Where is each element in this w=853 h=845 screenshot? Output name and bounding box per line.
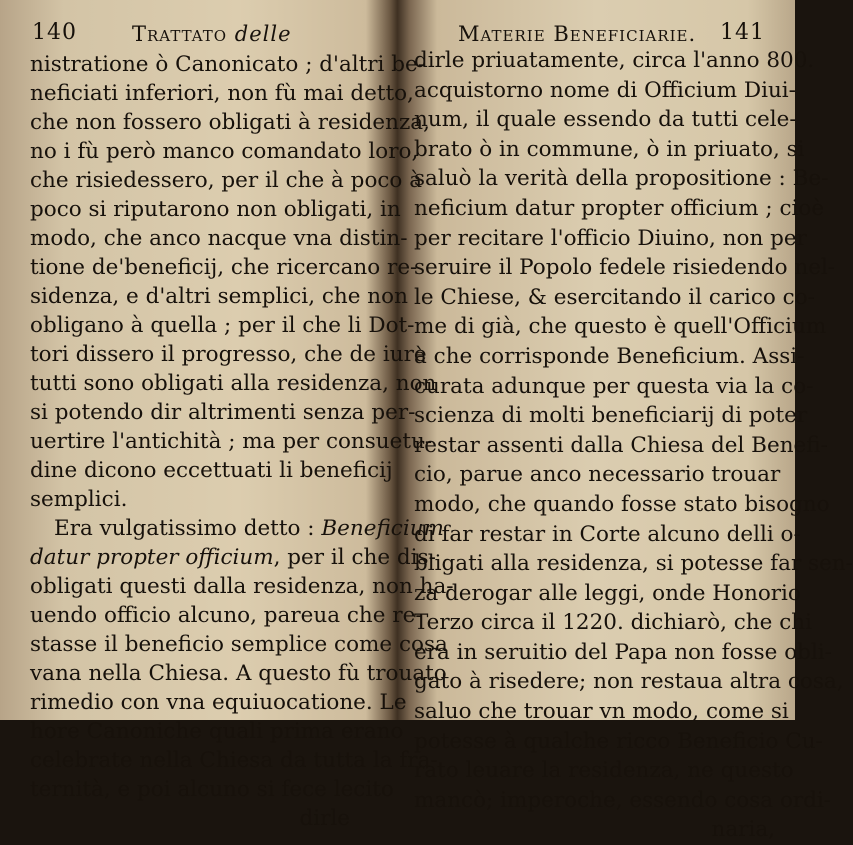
text-line: à che corrisponde Beneficium. Assi- [414, 343, 805, 369]
para2-lead: Era vulgatissimo detto : [54, 516, 315, 541]
left-page-number: 140 [32, 20, 77, 45]
text-line: curata adunque per questa via la co- [414, 373, 814, 399]
text-line: gato à risedere; non restaua altra cosa, [414, 669, 844, 695]
text-line: neficiati inferiori, non fù mai detto, [30, 81, 414, 106]
text-line: modo, che anco nacque vna distin- [30, 226, 408, 251]
italic-phrase: Beneficium [321, 516, 444, 541]
text-line: per recitare l'officio Diuino, non per [414, 225, 807, 251]
text-line: bligati alla residenza, si potesse far sen- [414, 551, 853, 577]
left-running-head-italic: delle [234, 22, 292, 46]
left-running-head-roman: Trattato [132, 22, 228, 46]
right-page-number: 141 [720, 20, 765, 45]
text-line: stasse il beneficio semplice come cosa [30, 632, 448, 657]
text-line: scienza di molti beneficiarij di poter [414, 403, 808, 429]
text-line: num, il quale essendo da tutti cele- [414, 107, 797, 133]
text-line: tori dissero il progresso, che de iure [30, 342, 427, 367]
text-line: poco si riputarono non obligati, in [30, 197, 401, 222]
text-line: che non fossero obligati à residenza, [30, 110, 430, 135]
italic-phrase: datur propter officium [30, 545, 274, 570]
text-line: tione de'beneficij, che ricercano re- [30, 255, 418, 280]
para2-continuation: , per il che dis- [273, 545, 436, 570]
text-line: obligati questi dalla residenza, non ha- [30, 574, 454, 599]
text-line: brato ò in commune, ò in priuato, si [414, 136, 805, 162]
text-line: Terzo circa il 1220. dichiarò, che chi [414, 610, 812, 636]
text-line: si potendo dir altrimenti senza per- [30, 400, 416, 425]
text-line: potesse à qualche ricco Beneficio Cu- [414, 728, 823, 754]
text-line: seruire il Popolo fedele risiedendo nel- [414, 255, 836, 281]
text-line: neficium datur propter officium ; cioè [414, 195, 825, 221]
text-line [30, 543, 436, 572]
text-line: rato leuare la residenza, ne questo [414, 758, 794, 784]
text-line: era in seruitio del Papa non fosse obli- [414, 639, 832, 665]
text-line: uendo officio alcuno, pareua che re- [30, 603, 423, 628]
text-line: di far restar in Corte alcuno delli o- [414, 521, 801, 547]
text-line: saluo che trouar vn modo, come si [414, 699, 789, 725]
text-line: rimedio con vna equiuocatione. Le [30, 690, 407, 715]
left-running-head [132, 22, 292, 46]
text-line: uertire l'antichità ; ma per consuetu- [30, 429, 433, 454]
text-line: saluò la verità della propositione : Be- [414, 166, 829, 192]
text-line: restar assenti dalla Chiesa del Benefi- [414, 432, 828, 458]
text-line: che risiedessero, per il che à poco à [30, 168, 423, 193]
text-line: vana nella Chiesa. A questo fù trouato [30, 661, 447, 686]
text-line: modo, che quando fosse stato bisogno [414, 491, 830, 517]
paragraph-first-line [30, 514, 444, 543]
text-line: sidenza, e d'altri semplici, che non [30, 284, 408, 309]
text-line: semplici. [30, 487, 128, 512]
catchword: naria, [711, 817, 775, 843]
right-running-head: Materie Beneficiarie. [458, 22, 697, 46]
text-line: ternità, e poi alcuno si fece lecito [30, 777, 394, 802]
right-text-block [414, 46, 853, 845]
text-line: obligano à quella ; per il che li Dot- [30, 313, 415, 338]
text-line: tutti sono obligati alla residenza, non [30, 371, 437, 396]
left-header [32, 18, 370, 50]
right-page [400, 0, 853, 843]
text-line: no i fù però manco comandato loro, [30, 139, 419, 164]
text-line: dirle priuatamente, circa l'anno 800. [414, 48, 815, 73]
text-line: celebrate nella Chiesa da tutta la fra- [30, 748, 438, 773]
catchword: dirle [299, 806, 350, 831]
text-line: mancò; imperoche, essendo cosa ordi- [414, 787, 832, 813]
text-line: acquistorno nome di Officium Diui- [414, 77, 796, 103]
text-line: cio, parue anco necessario trouar [414, 462, 781, 488]
text-line: nistratione ò Canonicato ; d'altri be- [30, 52, 426, 77]
text-line: me di già, che questo è quell'Officium [414, 314, 827, 340]
text-line: za derogar alle leggi, onde Honorio [414, 580, 801, 606]
left-text-block [30, 50, 454, 833]
text-line: le Chiese, & esercitando il carico co- [414, 284, 815, 310]
text-line: hore Canoniche quali prima erano [30, 719, 404, 744]
text-line: dine dicono eccettuati li beneficij [30, 458, 393, 483]
